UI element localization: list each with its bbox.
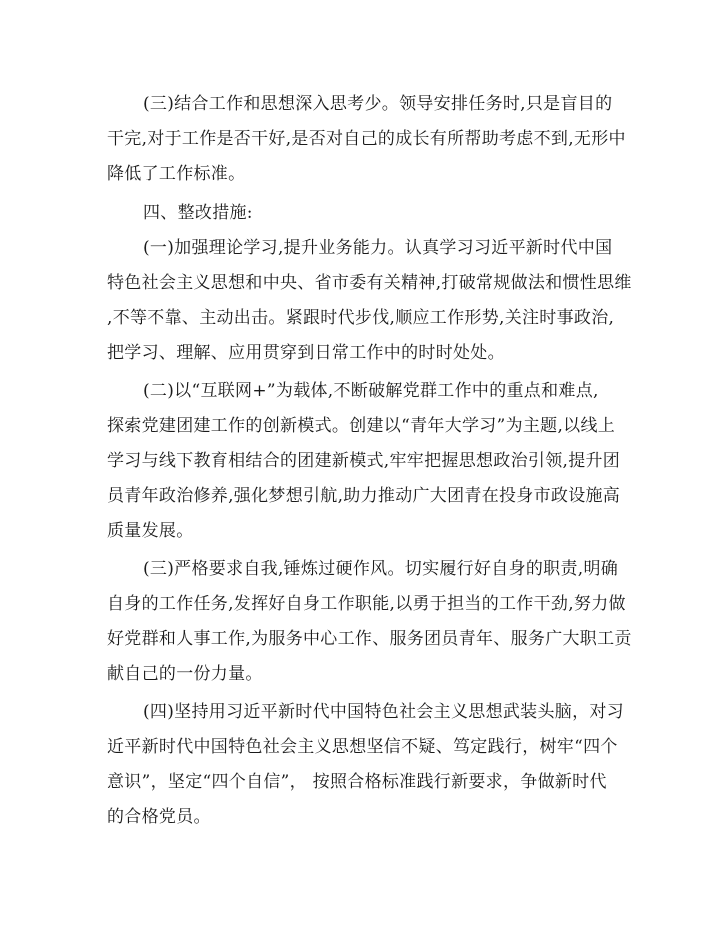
text-line: (三)结合工作和思想深入思考少。领导安排任务时,只是盲目的 <box>143 94 613 114</box>
text-line: (三)严格要求自我,锤炼过硬作风。切实履行好自身的职责,明确 <box>143 559 619 579</box>
text-line: 特色社会主义思想和中央、省市委有关精神,打破常规做法和惯性思维 <box>107 273 632 293</box>
text-line: 献自己的一份力量。 <box>107 664 263 684</box>
text-line: 的合格党员。 <box>107 807 211 827</box>
text-line: ,不等不靠、主动出击。紧跟时代步伐,顺应工作形势,关注时事政治, <box>107 308 615 328</box>
text-line: (一)加强理论学习,提升业务能力。认真学习习近平新时代中国 <box>143 238 613 258</box>
section-heading: 四、整改措施: <box>143 203 253 223</box>
text-line: (四)坚持用习近平新时代中国特色社会主义思想武装头脑，对习 <box>143 702 624 722</box>
text-line: 好党群和人事工作,为服务中心工作、服务团员青年、服务广大职工贡 <box>107 629 632 649</box>
text-line: 意识”，坚定“四个自信”， 按照合格标准践行新要求，争做新时代 <box>107 772 607 792</box>
text-line: 近平新时代中国特色社会主义思想坚信不疑、笃定践行，树牢“四个 <box>107 737 618 757</box>
text-line: 学习与线下教育相结合的团建新模式,牢牢把握思想政治引领,提升团 <box>107 451 621 471</box>
text-line: 员青年政治修养,强化梦想引航,助力推动广大团青在投身市政设施高 <box>107 486 621 506</box>
text-line: 质量发展。 <box>107 521 194 541</box>
paragraph-measure-4 <box>107 695 627 835</box>
paragraph-problem-3 <box>107 87 627 192</box>
text-line: 探索党建团建工作的创新模式。创建以“青年大学习”为主题,以线上 <box>107 416 616 436</box>
paragraph-measure-2 <box>107 374 627 549</box>
paragraph-measure-3 <box>107 552 632 692</box>
text-line: (二)以“互联网+”为载体,不断破解党群工作中的重点和难点, <box>143 381 599 401</box>
text-line: 干完,对于工作是否干好,是否对自己的成长有所帮助考虑不到,无形中 <box>107 129 626 149</box>
paragraph-measure-1 <box>107 231 632 371</box>
section-heading-rectification <box>107 196 627 231</box>
text-line: 降低了工作标准。 <box>107 164 246 184</box>
text-line: 把学习、理解、应用贯穿到日常工作中的时时处处。 <box>107 343 505 363</box>
text-line: 自身的工作任务,发挥好自身工作职能,以勇于担当的工作干劲,努力做 <box>107 594 626 614</box>
